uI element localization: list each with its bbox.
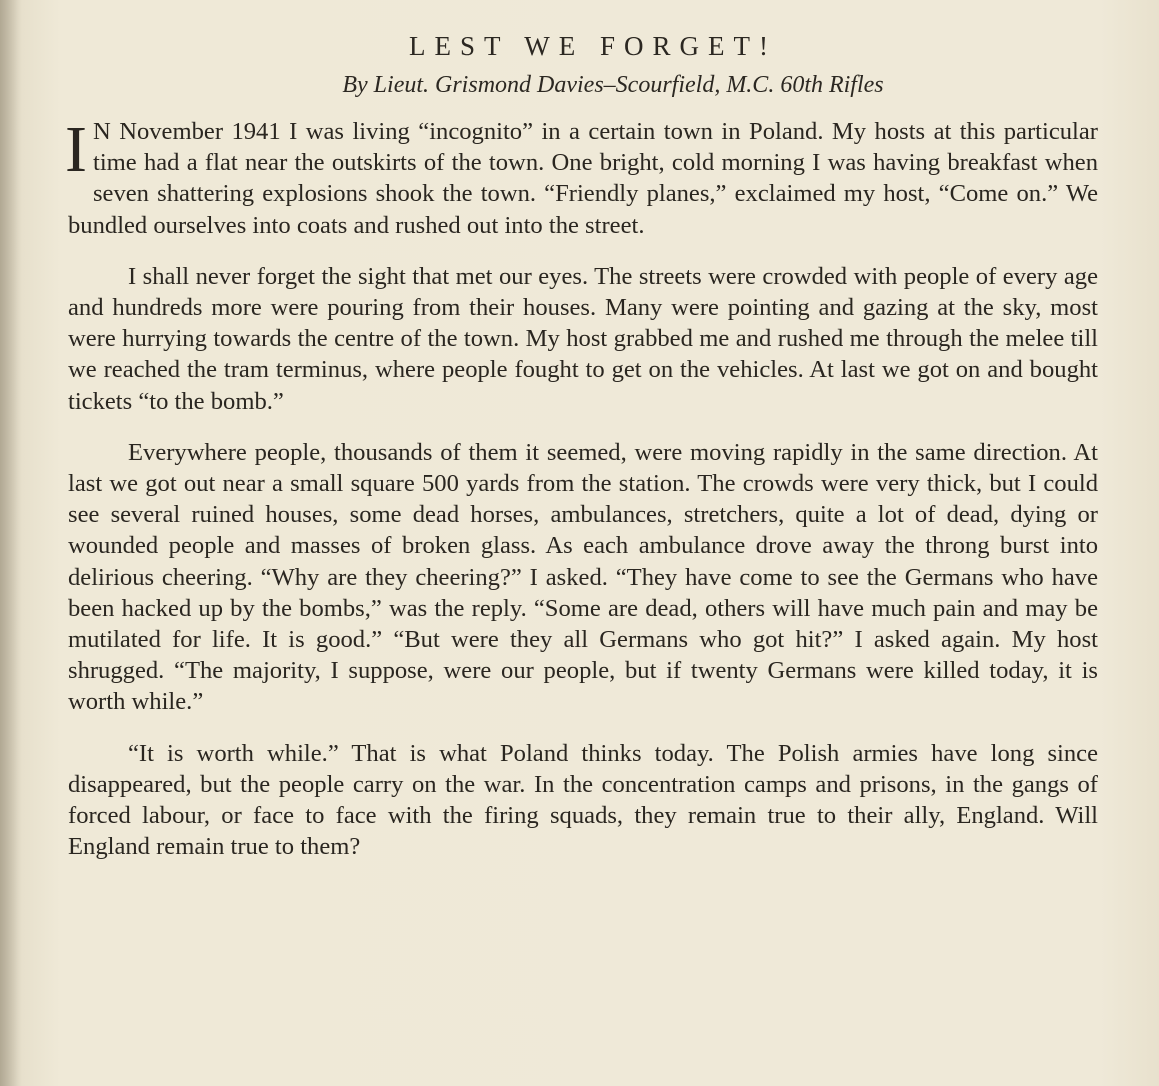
article-page <box>65 28 1098 882</box>
paragraph-1-text: N November 1941 I was living “incognito” in a certain town in Poland. My hosts at this particular time had a flat near the outskirts of the town. One bright, cold morning I was having breakfast when seven shattering explosions shook the town. “Friendly planes,” exclaimed my host, “Come on.” We bundled ourselves into coats and rushed out into the street. <box>68 118 1098 239</box>
paragraph-1 <box>65 113 1098 241</box>
paragraph-4: “It is worth while.” That is what Poland thinks today. The Polish armies have long since disappeared, but the people carry on the war. In the concentration camps and prisons, in the gangs of forced labour, or face to face with the firing squads, they remain true to their ally, England. Will England remain true to them? <box>68 739 1098 861</box>
paragraph-3: Everywhere people, thousands of them it seemed, were moving rapidly in the same direction. At last we got out near a small square 500 yards from the station. The crowds were very thick, but I could see several ruined houses, some dead horses, ambulances, stretchers, quite a lot of dead, dying or wounded people and masses of broken glass. As each ambulance drove away the throng burst into delirious cheering. “Why are they cheering?” I asked. “They have come to see the Germans who have been hacked up by the bombs,” was the reply. “Some are dead, others will have much pain and may be mutilated for life. It is good.” “But were they all Germans who got hit?” I asked again. My host shrugged. “The majority, I suppose, were our people, but if twenty Germans were killed today, it is worth while.” <box>68 438 1098 716</box>
article-title: LEST WE FORGET! <box>409 31 777 61</box>
article-byline: By Lieut. Grismond Davies–Scourfield, M.C. 60th Rifles <box>342 72 884 98</box>
page-edge-shadow <box>0 0 22 1086</box>
paragraph-2: I shall never forget the sight that met our eyes. The streets were crowded with people of every age and hundreds more were pouring from their houses. Many were pointing and gazing at the sky, most were hurrying towards the centre of the town. My host grabbed me and rushed me through the melee till we reached the tram terminus, where people fought to get on the vehicles. At last we got on and bought tickets “to the bomb.” <box>68 262 1098 415</box>
drop-cap: I <box>65 113 87 186</box>
